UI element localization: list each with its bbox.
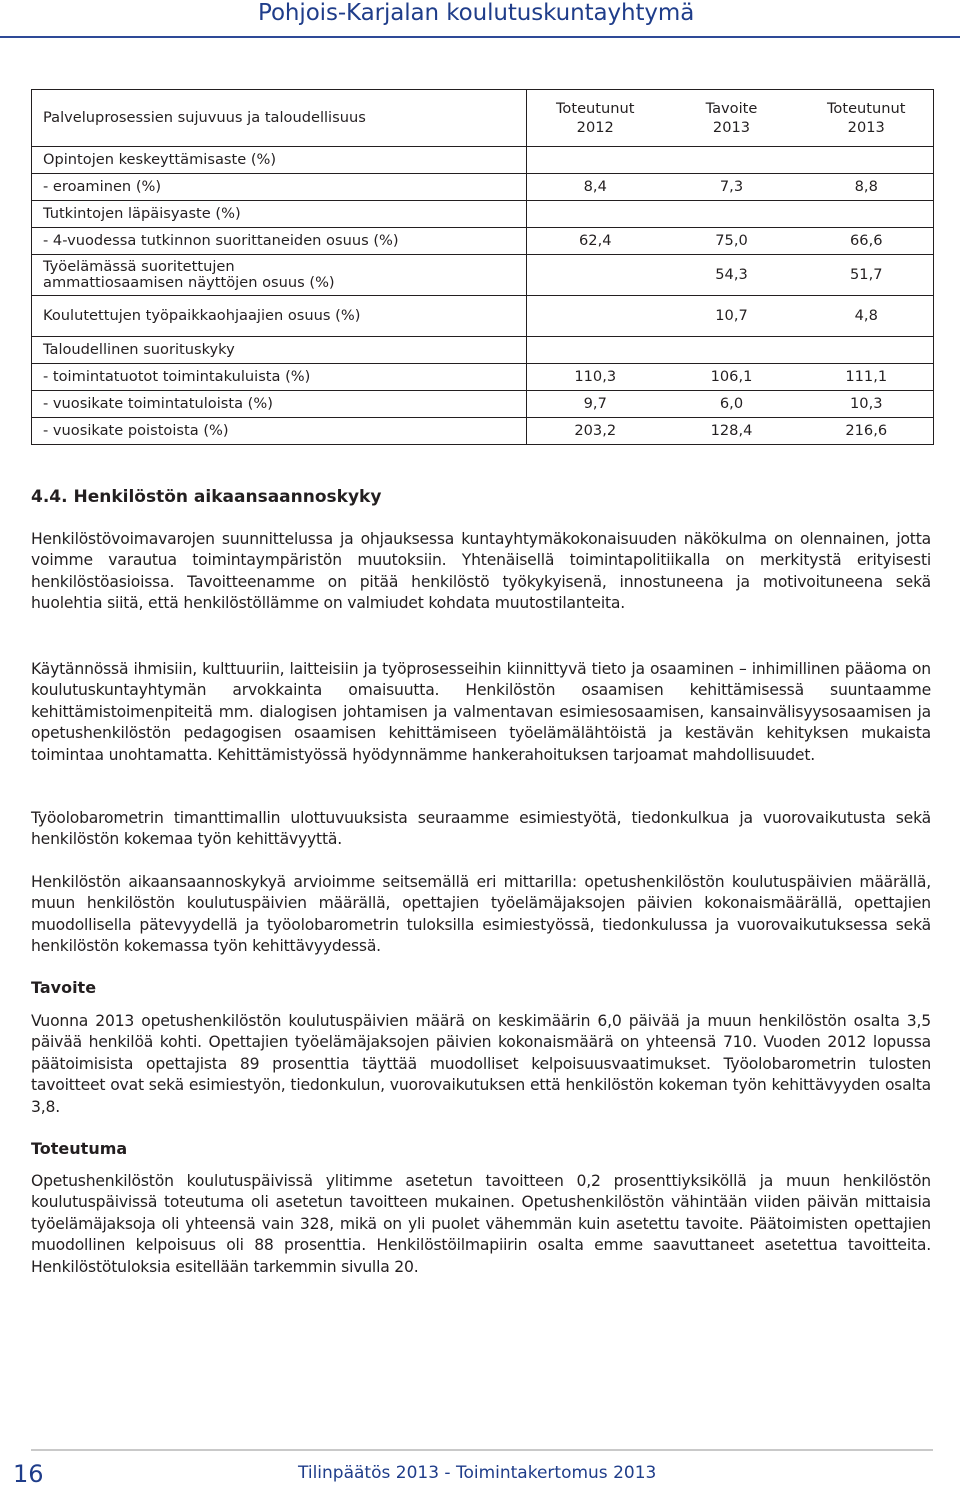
- paragraph-1: Henkilöstövoimavarojen suunnittelussa ja ohjauksessa kuntayhtymäkokonaisuuden näkökulma on olennainen, jotta voimme varautua toimintaympäristön muutoksiin. Yhtenäisellä toimintapolitiikalla on merkitystä erityisesti henkilöstöasioissa. Tavoitteenamme on pitää henkilöstö työkykyisenä, innostuneena ja motivoituneena sekä huolehtia siitä, että henkilöstöllämme on valmiudet kohdata muutostilanteita.: [31, 530, 931, 613]
- table-row: [32, 296, 934, 337]
- row-label: Opintojen keskeyttämisaste (%): [32, 147, 527, 174]
- row-value-2013: 4,8: [800, 296, 934, 337]
- row-value-2012: 110,3: [527, 364, 664, 391]
- paragraph-tavoite: Vuonna 2013 opetushenkilöstön koulutuspäivien määrä on keskimäärin 6,0 päivää ja muun henkilöstön osalta 3,5 päivää henkilöä kohti. Opettajien työelämäjaksojen päivien kokonaismäärä on yhteensä 710. Vuoden 2012 lopussa päätoimisista opettajista 89 prosenttia täyttää muodolliset kelpoisuusvaatimukset. Työolobarometrin tulosten tavoitteet ovat sekä esimiestyön, tiedonkulun, vuorovaikutuksen että henkilöstön kokeman työn kehittävyyden osalta 3,8.: [31, 1012, 931, 1116]
- row-value-2013: [800, 147, 934, 174]
- row-label: Taloudellinen suorituskyky: [32, 337, 527, 364]
- header-title: Pohjois-Karjalan koulutuskuntayhtymä: [258, 0, 695, 26]
- row-value-2013: 216,6: [800, 418, 934, 445]
- row-label: - vuosikate toimintatuloista (%): [32, 391, 527, 418]
- row-value-2013: 51,7: [800, 255, 934, 296]
- row-value-2012: [527, 337, 664, 364]
- paragraph-toteutuma: Opetushenkilöstön koulutuspäivissä ylitimme asetetun tavoitteen 0,2 prosenttiyksiköllä ja muun henkilöstön koulutuspäivissä toteutuma oli asetetun tavoitteen mukainen. Opetushenkilöstön vähintään viiden päivän mittaisia työelämäjaksoja oli yhteensä vain 328, mikä on yli puolet vähemmän kuin asetettu tavoite. Päätoimisten opettajien muodollinen kelpoisuus oli 88 prosenttia. Henkilöstöilmapiirin osalta emme saavuttaneet asetettua tavoitteita. Henkilöstötuloksia esitellään tarkemmin sivulla 20.: [31, 1172, 931, 1276]
- row-label: - 4-vuodessa tutkinnon suorittaneiden osuus (%): [32, 228, 527, 255]
- table-row: [32, 337, 934, 364]
- table-header-col2: Tavoite 2013: [664, 90, 800, 147]
- row-value-2012: 8,4: [527, 174, 664, 201]
- toteutuma-heading: Toteutuma: [31, 1139, 128, 1158]
- paragraph-3: Työolobarometrin timanttimallin ulottuvuuksista seuraamme esimiestyötä, tiedonkulkua ja vuorovaikutusta sekä henkilöstön kokemaa työn kehittävyyttä.: [31, 809, 931, 849]
- header-rule: [0, 36, 960, 38]
- row-value-2012: [527, 296, 664, 337]
- row-value-2013: 66,6: [800, 228, 934, 255]
- row-label: - toimintatuotot toimintakuluista (%): [32, 364, 527, 391]
- row-value-target-2013: 6,0: [664, 391, 800, 418]
- row-value-2012: [527, 255, 664, 296]
- row-value-2013: 111,1: [800, 364, 934, 391]
- table-header-col3: Toteutunut 2013: [800, 90, 934, 147]
- row-value-target-2013: 54,3: [664, 255, 800, 296]
- row-value-2013: 10,3: [800, 391, 934, 418]
- paragraph-2: Käytännössä ihmisiin, kulttuuriin, laitteisiin ja työprosesseihin kiinnittyvä tieto ja osaaminen – inhimillinen pääoma on koulutuskuntayhtymän arvokkainta omaisuutta. Henkilöstön osaamisen kehittämisessä suuntaamme kehittämistoimenpiteitä mm. dialogisen johtamisen ja valmentavan esimiesosaamisen, kansainvälisyysosaamisen ja opetushenkilöstön pedagogisen osaamisen kehittämiseen työelämälähtöistä ja kestävän kehityksen mukaista toimintaa unohtamatta. Kehittämistyössä hyödynnämme hankerahoituksen tarjoamat mahdollisuudet.: [31, 660, 931, 764]
- row-label: - vuosikate poistoista (%): [32, 418, 527, 445]
- row-label: Työelämässä suoritettujen ammattiosaamisen näyttöjen osuus (%): [32, 255, 527, 296]
- page-number: 16: [13, 1460, 44, 1488]
- row-value-target-2013: [664, 147, 800, 174]
- table-header-row: [32, 90, 934, 147]
- tavoite-heading: Tavoite: [31, 978, 97, 997]
- table-row: [32, 391, 934, 418]
- row-value-2013: [800, 201, 934, 228]
- table-row: [32, 174, 934, 201]
- row-value-2012: [527, 201, 664, 228]
- row-label: - eroaminen (%): [32, 174, 527, 201]
- row-value-target-2013: [664, 201, 800, 228]
- footer-text: Tilinpäätös 2013 - Toimintakertomus 2013: [298, 1463, 657, 1483]
- row-value-target-2013: 106,1: [664, 364, 800, 391]
- row-value-target-2013: [664, 337, 800, 364]
- row-value-2013: 8,8: [800, 174, 934, 201]
- row-value-2012: 62,4: [527, 228, 664, 255]
- table-row: [32, 364, 934, 391]
- table-header-label: Palveluprosessien sujuvuus ja taloudellisuus: [32, 90, 527, 147]
- row-value-2012: 9,7: [527, 391, 664, 418]
- section-title: 4.4. Henkilöstön aikaansaannoskyky: [31, 487, 382, 507]
- table-row: [32, 255, 934, 296]
- row-value-2012: [527, 147, 664, 174]
- footer-rule: [31, 1449, 933, 1451]
- kpi-table: [31, 89, 934, 445]
- table-row: [32, 201, 934, 228]
- table-row: [32, 147, 934, 174]
- paragraph-4: Henkilöstön aikaansaannoskykyä arvioimme seitsemällä eri mittarilla: opetushenkilöstön koulutuspäivien määrällä, muun henkilöstön koulutuspäivien määrällä, opettajien työelämäjaksojen päivien kokonaismäärällä, opettajien muodollisella pätevyydellä ja työolobarometrin tuloksilla esimiestyössä, tiedonkulussa ja vuorovaikutuksessa sekä henkilöstön kokemassa työn kehittävyydessä.: [31, 873, 931, 956]
- row-value-2013: [800, 337, 934, 364]
- row-label: Koulutettujen työpaikkaohjaajien osuus (%): [32, 296, 527, 337]
- row-value-target-2013: 7,3: [664, 174, 800, 201]
- row-label: Tutkintojen läpäisyaste (%): [32, 201, 527, 228]
- table-row: [32, 228, 934, 255]
- page-header: [0, 0, 960, 30]
- row-value-2012: 203,2: [527, 418, 664, 445]
- table-row: [32, 418, 934, 445]
- row-value-target-2013: 75,0: [664, 228, 800, 255]
- row-value-target-2013: 10,7: [664, 296, 800, 337]
- row-value-target-2013: 128,4: [664, 418, 800, 445]
- table-header-col1: Toteutunut 2012: [527, 90, 664, 147]
